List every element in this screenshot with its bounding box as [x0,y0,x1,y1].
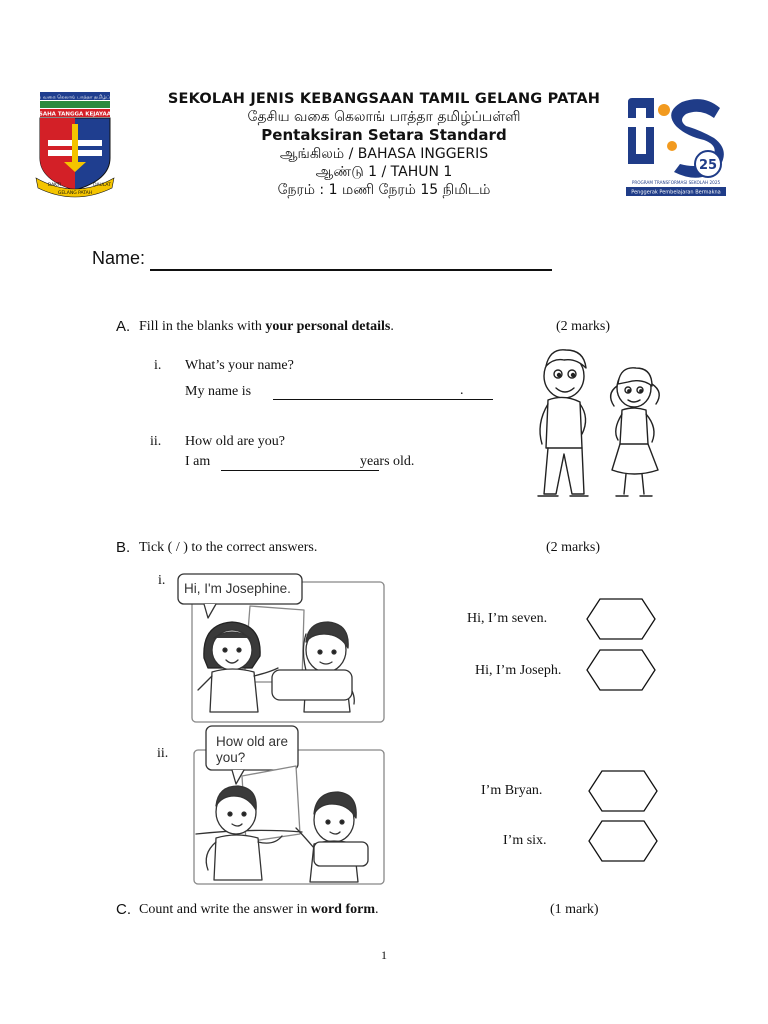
page-number: 1 [381,948,387,962]
item-b2-bubble-line1: How old are [216,734,289,749]
crest-banner-top: தேசிய வகை கெலாங் பாத்தா தமிழ்ப்பள்ளி [26,94,124,101]
section-a-letter: A. [116,318,131,335]
question-a1-suffix: . [460,383,464,398]
item-b2-picture [192,724,390,888]
item-b2-number: ii. [157,746,169,761]
name-write-line[interactable] [150,269,552,271]
duration-line: நேரம் : 1 மணி நேரம் 15 நிமிடம் [277,182,491,198]
question-a1-number: i. [154,358,162,373]
crest-ribbon-mid: GELANG PATAH [57,191,93,196]
crest-ribbon-right: DAULAT [93,183,111,188]
school-name: SEKOLAH JENIS KEBANGSAAN TAMIL GELANG PATAH [167,91,601,107]
option-b2-2-tick-box[interactable] [588,820,658,862]
transformation-program-logo [624,94,728,198]
section-a-instruction-text: Fill in the blanks with [139,319,266,334]
question-a2-number: ii. [150,434,162,449]
option-b2-1-tick-box[interactable] [588,770,658,812]
question-a2-suffix: years old. [360,454,415,469]
question-a2-prefix: I am [185,454,211,469]
question-a1-prefix: My name is [185,384,252,399]
name-label: Name: [92,248,146,268]
option-b1-1-tick-box[interactable] [586,598,656,640]
option-b1-1-text: Hi, I’m seven. [467,611,548,626]
option-b2-1-text: I’m Bryan. [481,783,543,798]
section-a-instruction [139,319,394,335]
question-a2-text: How old are you? [185,434,285,449]
item-b2-bubble-line2: you? [216,750,246,765]
answer-line-age[interactable] [221,470,379,471]
exam-title: Pentaksiran Setara Standard [261,126,507,144]
school-name-tamil: தேசிய வகை கெலாங் பாத்தா தமிழ்ப்பள்ளி [247,109,521,125]
school-crest-logo [26,90,124,198]
option-b2-2-text: I’m six. [503,833,547,848]
option-b1-2-tick-box[interactable] [586,649,656,691]
subject-line: ஆங்கிலம் / BAHASA INGGERIS [279,146,489,162]
section-a-marks: (2 marks) [556,319,611,334]
item-b2-bubble-text [216,734,288,766]
item-b1-bubble-text: Hi, I'm Josephine. [184,581,291,596]
section-c-marks: (1 mark) [550,902,599,917]
option-b1-2-text: Hi, I’m Joseph. [475,663,562,678]
children-illustration [524,344,674,504]
section-c-letter: C. [116,901,131,918]
section-c-instruction-bold: word form [310,902,376,917]
logo-caption-bottom: Penggerak Pembelajaran Bermakna [631,189,721,196]
section-b-marks: (2 marks) [546,540,601,555]
section-a-instruction-bold: your personal details [265,319,391,334]
section-c-instruction-end: . [375,902,379,917]
document-header [120,90,648,199]
item-b1-number: i. [158,573,166,588]
section-b-instruction: Tick ( / ) to the correct answers. [139,540,318,555]
question-a1-text: What’s your name? [185,358,294,373]
logo-caption-top: PROGRAM TRANSFORMASI SEKOLAH 2025 [631,180,721,185]
section-b-letter: B. [116,539,131,556]
section-c-instruction [139,902,379,918]
item-b1-picture [174,572,386,724]
answer-line-name[interactable] [273,399,493,400]
crest-motto: USAHA TANGGA KEJAYAAN [34,111,116,118]
section-c-instruction-text: Count and write the answer in [139,902,311,917]
section-a-instruction-end: . [390,319,394,334]
logo-number: 25 [698,158,718,173]
grade-line: ஆண்டு 1 / TAHUN 1 [315,164,453,180]
crest-ribbon-left: BAKTI [48,183,61,188]
